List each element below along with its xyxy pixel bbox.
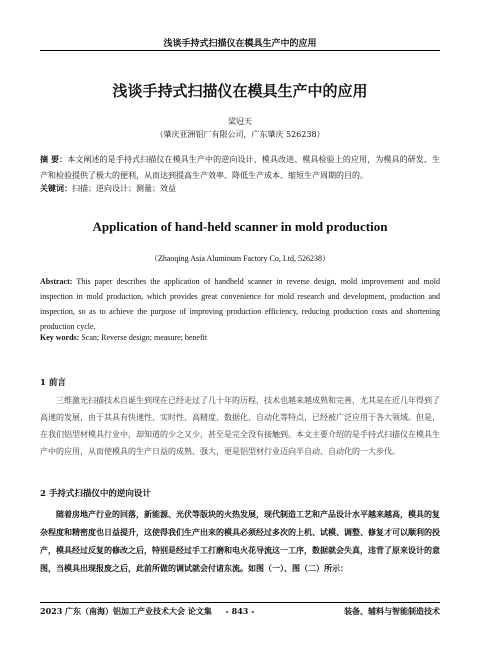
section-2-paragraph: 随着房地产行业的回落，新能源、光伏等版块的火热发展，现代制造工艺和产品设计水平越来越高，模具的复杂程度和精密度也日益提升，这使得我们生产出来的模具必须经过多次的上机、试模、调整、修复才可以顺利的投产，模具经过反复的修改之后，特别是经过手工打磨和电火花导流这一工序，数据就会失真，违背了原来设计的意图，当模具出现报废之后，此前所做的调试就会付诸东流。如图（一）、图（二）所示： [40,509,440,573]
affiliation-chinese: （肇庆亚洲铝厂有限公司，广东肇庆 526238） [155,130,325,139]
footer-section: 装备、辅料与智能制造技术 [344,606,440,616]
page-number: - 843 - [225,606,255,616]
keywords-english-label: Key words: [40,333,80,342]
title-english: Application of hand-held scanner in mold production [92,219,388,234]
affiliation-english: （Zhaoqing Asia Aluminum Factory Co, Ltd, 526238） [150,254,330,263]
section-2-heading: 2 手持式扫描仪中的逆向设计 [40,489,151,499]
abstract-english-text: This paper describes the application of handheld scanner in reverse design, mold improvement and mold inspection in mold production, which provides great convenience for mold research and development, production and inspection, so as to achieve the purpose of improving production efficiency, reducing production costs and shortening production cycle. [40,277,440,331]
keywords-chinese-text: 扫描；逆向设计；测量；效益 [72,184,176,193]
abstract-english [40,274,440,334]
abstract-chinese-text: 本文阐述的是手持式扫描仪在模具生产中的逆向设计、模具改进、模具检验上的应用，为模具的研发、生产和检验提供了极大的便利，从而达到提高生产效率、降低生产成本、缩短生产周期的目的。 [40,155,440,180]
footer-proceedings: 2023 广东（南海）铝加工产业技术大会 论文集 [40,606,212,616]
keywords-chinese-label: 关键词： [40,183,72,193]
author: 梁冠天 [228,117,252,126]
running-head: 浅谈手持式扫描仪在模具生产中的应用 [163,39,317,49]
keywords-chinese [40,183,440,194]
abstract-chinese-label: 摘 要： [40,154,68,164]
section-1-heading: 1 前言 [40,378,66,388]
keywords-english [40,333,440,342]
header-rule [40,50,440,51]
abstract-english-label: Abstract: [40,277,73,286]
keywords-english-text: Scan; Reverse design; measure; benefit [79,333,208,342]
abstract-chinese [40,151,440,184]
footer-rule [40,602,440,603]
title-chinese: 浅谈手持式扫描仪在模具生产中的应用 [112,82,368,100]
section-1-paragraph: 三维激光扫描技术自诞生到现在已经走过了几十年的历程，技术也越来越成熟和完善，尤其是在近几年得到了高速的发展，由于其具有快速性、实时性、高精度、数据化、自动化等特点，已经被广泛应用于各大领域。但是，在我们铝型材模具行业中，却知道的少之又少，甚至是完全没有接触到。本文主要介绍的是手持式扫描仪在模具生产中的应用，从而使模具的生产日益的成熟、强大，更是铝型材行业迈向半自动、自动化的一大步伐。 [40,396,440,456]
